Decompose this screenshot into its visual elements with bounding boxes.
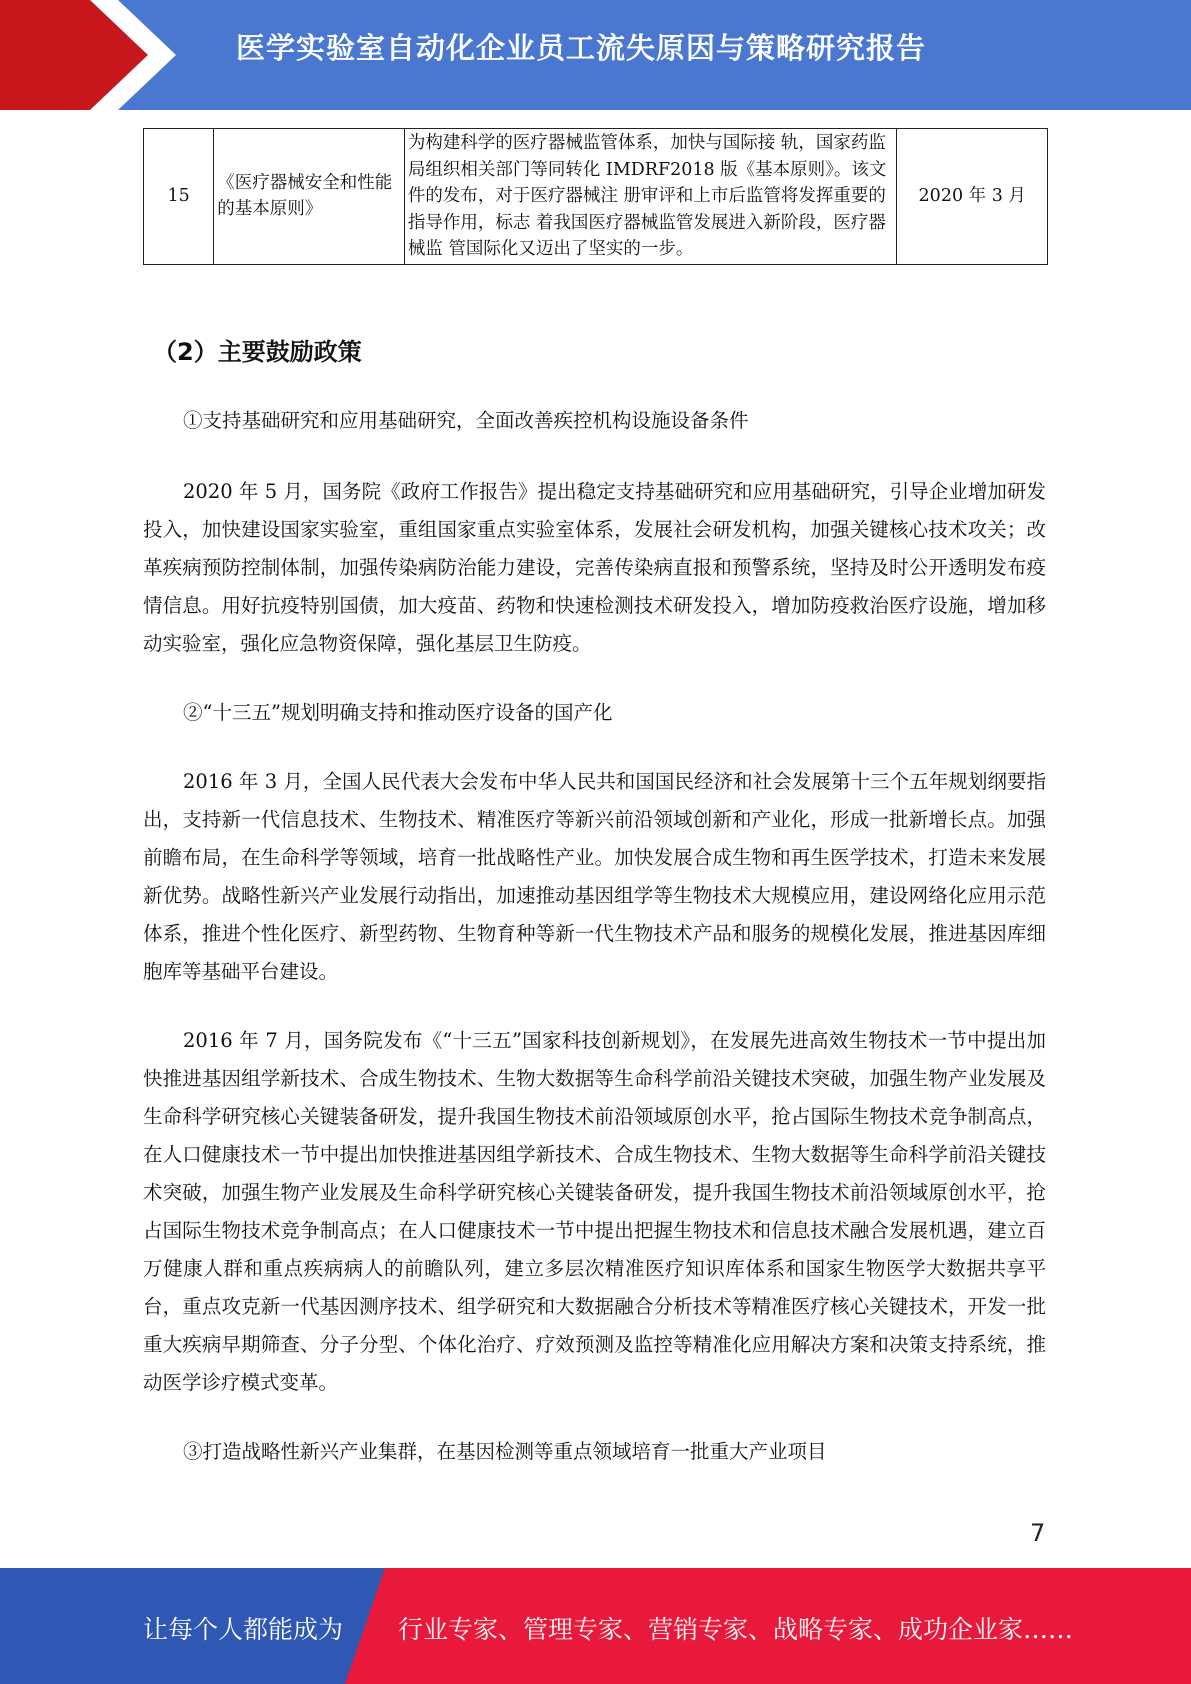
subheading-3: ③打造战略性新兴产业集群，在基因检测等重点领域培育一批重大产业项目 [183,1440,827,1463]
page-number: 7 [1030,1519,1046,1547]
footer-slogan-right: 行业专家、管理专家、营销专家、战略专家、成功企业家…… [398,1615,1074,1644]
paragraph-3: 2016 年 7 月，国务院发布《“十三五”国家科技创新规划》，在发展先进高效生物技术一节中提出加快推进基因组学新技术、合成生物技术、生物大数据等生命科学前沿关键技术突破，加强生物产业发展及生命科学研究核心关键装备研发，提升我国生物技术前沿领域原创水平，抢占国际生物技术竞争制高点，在人口健康技术一节中提出加快推进基因组学新技术、合成生物技术、生物大数据等生命科学前沿关键技术突破，加强生物产业发展及生命科学研究核心关键装备研发，提升我国生物技术前沿领域原创水平，抢占国际生物技术竞争制高点；在人口健康技术一节中提出把握生物技术和信息技术融合发展机遇，建立百万健康人群和重点疾病病人的前瞻队列，建立多层次精准医疗知识库体系和国家生物医学大数据共享平台，重点攻克新一代基因测序技术、组学研究和大数据融合分析技术等精准医疗核心关键技术，开发一批重大疾病早期筛查、分子分型、个体化治疗、疗效预测及监控等精准化应用解决方案和决策支持系统，推动医学诊疗模式变革。 [143,1029,1046,1394]
cell-date: 2020 年 3 月 [897,129,1048,265]
subheading-1: ①支持基础研究和应用基础研究，全面改善疾控机构设施设备条件 [183,409,749,432]
page-footer [0,1568,1191,1684]
page-header [0,0,1191,110]
section-title: （2）主要鼓励政策 [153,338,362,366]
header-title: 医学实验室自动化企业员工流失原因与策略研究报告 [236,31,927,65]
cell-number: 15 [144,129,214,265]
table-row [144,129,1048,265]
policy-table [143,128,1048,265]
cell-description: 为构建科学的医疗器械监管体系，加快与国际接 轨，国家药监局组织相关部门等同转化 IMDRF2018 版《基本原则》。该文件的发布，对于医疗器械注 册审评和上市后监管将发挥重要的指导作用，标志 着我国医疗器械监管发展进入新阶段，医疗器械监 管国际化又迈出了坚实的一步。 [404,129,897,265]
paragraph-2: 2016 年 3 月，全国人民代表大会发布中华人民共和国国民经济和社会发展第十三个五年规划纲要指出，支持新一代信息技术、生物技术、精准医疗等新兴前沿领域创新和产业化，形成一批新增长点。加强前瞻布局，在生命科学等领域，培育一批战略性产业。加快发展合成生物和再生医学技术，打造未来发展新优势。战略性新兴产业发展行动指出，加速推动基因组学等生物技术大规模应用，建设网络化应用示范体系，推进个性化医疗、新型药物、生物育种等新一代生物技术产品和服务的规模化发展，推进基因库细胞库等基础平台建设。 [143,770,1046,983]
cell-name: 《医疗器械安全和性能的基本原则》 [214,129,405,265]
subheading-2: ②“十三五”规划明确支持和推动医疗设备的国产化 [183,701,613,724]
footer-slogan-left: 让每个人都能成为 [143,1615,344,1644]
paragraph-1: 2020 年 5 月，国务院《政府工作报告》提出稳定支持基础研究和应用基础研究，引导企业增加研发投入，加快建设国家实验室，重组国家重点实验室体系，发展社会研发机构，加强关键核心技术攻关；改革疾病预防控制体制，加强传染病防治能力建设，完善传染病直报和预警系统，坚持及时公开透明发布疫情信息。用好抗疫特别国债，加大疫苗、药物和快速检测技术研发投入，增加防疫救治医疗设施，增加移动实验室，强化应急物资保障，强化基层卫生防疫。 [143,480,1046,655]
